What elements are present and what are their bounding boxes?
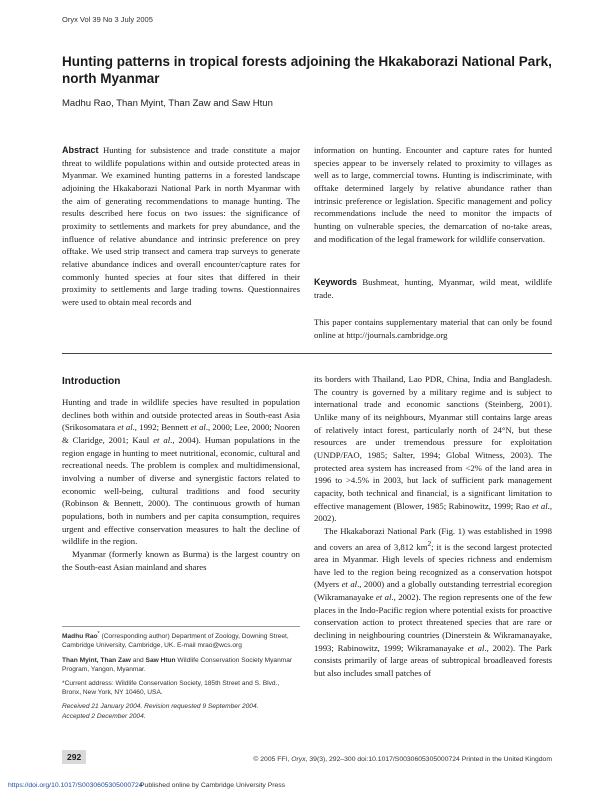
doi-link[interactable]: https://doi.org/10.1017/S0030605305000724 [8,782,143,789]
introduction-left-column [62,396,300,573]
footnote-received: Received 21 January 2004. Revision requested 9 September 2004. [62,703,259,711]
keywords-block [314,276,552,301]
abstract-text-left: Hunting for subsistence and trade constitute a major threat to wildlife populations within and outside protected areas in Myanmar. We examined hunting patterns in a forested landscape adjoining the Hkakaborazi National Park in north Myanmar with the aim of generating recommendations to manage hunting. The results described here focus on two issues: the significance of proximity to settlements and markets for prey abundance, and the influence of relative abundance and intrinsic preference on prey offtake. We used strip transect and camera trap surveys to generate relative abundance indices and overall encounter/capture rates for commonly hunted species at four sites that differed in their proximity to settlements and large trading towns. Questionnaires were used to obtain meal records and [62,145,300,307]
keywords-text: Bushmeat, hunting, Myanmar, wild meat, wildlife trade. [314,277,552,300]
published-online-note: Published online by Cambridge University Press [140,782,286,789]
supplementary-text: This paper contains supplementary material that can only be found online at http://journals.cambridge.org [314,317,552,340]
supplementary-note [314,316,552,341]
page-number: 292 [62,750,86,764]
keywords-label: Keywords [314,277,358,287]
journal-header: Oryx Vol 39 No 3 July 2005 [62,15,153,24]
introduction-right-column [314,373,552,680]
copyright-line: © 2005 FFI, Oryx, 39(3), 292–300 doi:10.1017/S0030605305000724 Printed in the United Kingdom [253,756,552,763]
section-divider [62,353,552,354]
footnote-divider [62,626,300,627]
abstract-left-column [62,144,300,309]
intro-paragraph-2: Myanmar (formerly known as Burma) is the largest country on the South-east Asian mainland and shares [62,548,300,572]
footnote-accepted: Accepted 2 December 2004. [62,712,146,720]
intro-paragraph-1: Hunting and trade in wildlife species have resulted in population declines both within and outside protected areas in South-east Asia (Srikosomatara et al., 1992; Bennett et al., 2000; Lee, 2000; Nooren & Claridge, 2001; Kaul et al., 2004). Human populations in the region engage in hunting to meet nutritional, economic, cultural and recreational needs. The problem is complex and multidimensional, involving a number of diverse and synergistic factors related to economic well-being, cultural traditions and food security (Robinson & Bennett, 2000). The continuous growth of human populations, both in numbers and per capita consumption, requires urgent and effective conservation measures to halt the decline of wildlife in the region. [62,397,301,547]
footnote-current-address: *Current address: Wildlife Conservation Society, 185th Street and S. Blvd., Bronx, New York, NY 10460, USA. [62,680,280,697]
footnote-other-authors: Than Myint, Than Zaw and Saw Htun Wildlife Conservation Society Myanmar Program, Yangon, Myanmar. [62,656,293,673]
intro-paragraph-3: The Hkakaborazi National Park (Fig. 1) was established in 1998 and covers an area of 3,812 $km^2$; it is the second largest protected area in Myanmar. High levels of species richness and endemism have led to the region being recognized as a conservation hotspot (Myers et al., 2000) and a globally outstanding terrestrial ecoregion (Wikramanayake et al., 2002). The region represents one of the few places in the Indo-Pacific region where potential exists for proactive conservation action to protect threatened species that are rare or declining in neighbouring countries (Dinerstein & Wikramanayake, 1993; Rabinowitz, 1999; Wikramanayake et al., 2002). The Park consists primarily of large areas of subtropical broadleaved forests but also includes small patches of [314,525,553,678]
intro-paragraph-2-continued: its borders with Thailand, Lao PDR, China, India and Bangladesh. The country is governed by a military regime and is subject to international trade and economic sanctions (Steinberg, 2001). Unlike many of its neighbours, Myanmar still contains large areas of relatively intact forest, particularly north of 24°N, but these resources are under tremendous pressure for exploitation (UNDP/FAO, 1985; Salter, 1994; Global Witness, 2003). The protected area system has increased from <2% of the land area in 1996 to >4.5% in 2003, but lack of sufficient park management capacity, both technical and financial, is a significant limitation to effective management (Blower, 1985; Rabinowitz, 1999; Rao et al., 2002). [314,374,553,524]
article-title: Hunting patterns in tropical forests adjoining the Hkakaborazi National Park, north Myanmar [62,54,552,86]
author-footnotes [62,630,300,726]
abstract-label: Abstract [62,145,99,155]
footnote-corresponding-author: Madhu Rao* (Corresponding author) Department of Zoology, Downing Street, Cambridge University, Cambridge, UK. E-mail mrao@wcs.org [62,631,289,650]
abstract-right-column [314,144,552,245]
abstract-text-right: information on hunting. Encounter and capture rates for hunted species appear to be inversely related to proximity to villages as well as to large, commercial towns. Hunting is indiscriminate, with offtake determined largely by relative abundance rather than intrinsic preference or legislation. Specific management and policy recommendations include the need to monitor the impacts of hunting on vulnerable species, the demarcation of no-take areas, and modification of the legal framework for wildlife conservation. [314,145,552,244]
introduction-heading: Introduction [62,376,121,387]
author-list: Madhu Rao, Than Myint, Than Zaw and Saw Htun [62,98,273,109]
